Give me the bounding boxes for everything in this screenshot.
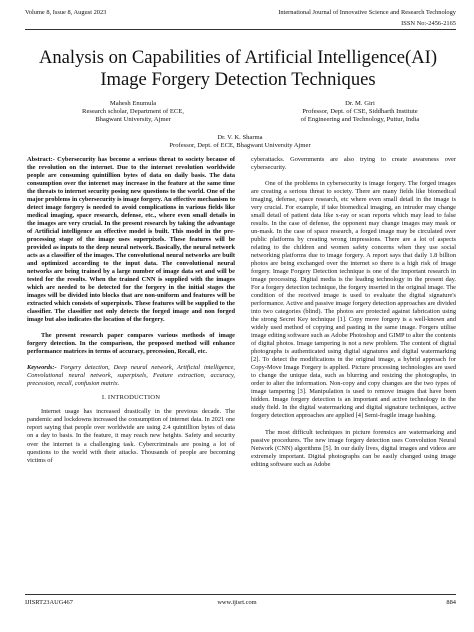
author-affiliation: Bhagwant University, Ajmer (95, 116, 171, 124)
journal-website-link[interactable]: www.ijisrt.com (217, 599, 257, 606)
issn-number: ISSN No:-2456-2165 (401, 20, 456, 27)
keywords-text: Forgery detection, Deep neural network, Artificial intelligence, Convolutional neural network, superpixels, Feature extraction, accuracy, precession, recall, confusion matrix. (27, 364, 236, 388)
body-paragraph: The most difficult techniques in picture forensics are watermarking and passive procedures. The new image forgery detection uses Convolution Neural Network (CNN) algorithms [5]. In our daily lives, digital images and videos are extremely important. Digital photographs can be easily changed using image editing software such as Adobe (251, 428, 456, 468)
journal-name-header: International Journal of Innovative Science and Research Technology (278, 9, 456, 16)
body-paragraph: cyberattacks. Governments are also trying to create awareness over cybersecurity. (251, 156, 456, 172)
abstract-paragraph: Abstract:- Cybersecurity has become a serious threat to society because of the revolution on the internet. Due to the internet revolution worldwide people are consuming quintillion bytes of data on daily basis. The data consumption over the internet may increase in the feature at the same time the threats to internet security posing new questions to the world. One of the major problems in cybersecurity is image forgery. An effective mechanism to detect image forgery is needed to avoid complications in various fields like medical imaging, space research, defense, etc., where even small details in the images are very crucial. In the present research by taking the advantage of Artificial intelligence an effective model is built. This model in the pre-processing stage of the image uses superpixels. These features will be provided as inputs to the deep neural network. Basically, the neural network acts as a classifier of the images. The convolutional neural networks are built and optimized according to the input data. The convolutional neural networks are being trained by a large number of image data set and will be tested for the results. When the trained CNN is supplied with the images which are needed to be detected for the forgery in the initial stages the images will be divided into blocks that are non-uniform and features will be extracted which consists of superpixels. These features will be supplied to the classifier. The classifier not only detects the forged image and non forged image but also indicates the location of the forgery. (27, 156, 235, 324)
intro-paragraph: Internet usage has increased drastically in the previous decade. The pandemic and lockdowns increased the consumption of internet data. In 2021 one report saying that people over worldwide are using 2.4 quintillion bytes of data on a day to basis. In the feature, it may reach new heights. Safety and security over the internet is a challenging task. Cybercriminals are posing a lot of questions to the world with their attacks. Thousands of people are becoming victims of (27, 408, 235, 464)
author-affiliation: of Engineering and Technology, Puttur, India (300, 116, 420, 124)
paper-title: Analysis on Capabilities of Artificial Intelligence(AI) Image Forgery Detection Techniques (38, 47, 438, 90)
author-affiliation: Research scholar, Department of ECE, (82, 108, 184, 116)
body-paragraph: One of the problems in cybersecurity is image forgery. The forged images are creating a serious threat to society. There are many fields like biomedical imaging, defense, space research, etc where even small detail in the image is very crucial. For example, if take biomedical imaging, an intruder may change small detail of patient data like x-ray or scan reports which may lead to false results. In the case of defense, the opponent may change images may mask or un-mask. In the case of space research, a forged image may be circulated over public platforms by creating wrong impressions. There are a lot of aspects relating to the children and women safety concerns when they use social networking platforms due to image forgery. A report says that daily 1.8 billion photos are being exchanged over the internet so there is a high risk of image forgery. Image Forgery Detection technique is one of the important research in image processing. Digital media is the leading technology in the present day. For a forgery detection technique, the forgery inserted in the original image. The condition of the received image is used to evaluate the digital signature's performance. Active and passive image forgery detection approaches are divided into two categories (blind). The photos are protected against fabrication using the strong Secret Key technique [1]. Copy move forgery is a well-known and widely used method of copying and pasting in the same image. Forgers utilise image editing software such as Adobe Photoshop and GIMP to alter the contents of digital photos. Image tampering is not a new problem. The content of digital photographs is authenticated using digital signatures and digital watermarking [2]. To detect the modifications in the original image, a hybrid approach for Copy-Move Image Forgery is applied. Picture processing technologies are used to change the unique data, such as blurring and resizing the photographs, in order to alter the information. Non-copy and copy changes are the two types of image tampering [3]. Manipulation is used to remove images that have been hidden. Image forgery detection is an important and active technology in the study field. In the digital watermarking and digital signature techniques, active forgery detection approaches are applied [4] Semi-fragile image hashing. (251, 180, 456, 420)
author-block-1 (58, 100, 208, 125)
header-rule (25, 29, 456, 30)
author-affiliation: Professor, Dept. of ECE, Bhagwant University Ajmer (169, 142, 311, 150)
author-name: Dr. M. Giri (345, 100, 375, 107)
footer-rule (25, 594, 456, 595)
right-column (251, 156, 456, 469)
author-block-2 (270, 100, 450, 125)
page-number: 884 (446, 599, 456, 606)
journal-volume-header: Volume 8, Issue 8, August 2023 (25, 9, 107, 16)
author-name: Mahesh Enumula (109, 100, 157, 107)
author-block-3 (150, 134, 330, 150)
keywords-paragraph (27, 364, 235, 388)
keywords-label: Keywords:- (27, 364, 57, 372)
left-column (27, 156, 235, 465)
abstract-paragraph-2: The present research paper compares various methods of image forgery detection. In the comparison, the proposed method will enhance performance matrices in terms of accuracy, precession, Recall, etc. (27, 332, 235, 356)
author-name: Dr. V. K. Sharma (217, 134, 263, 141)
section-heading-introduction: I. INTRODUCTION (101, 394, 161, 402)
author-affiliation: Professor, Dept. of CSE, Siddharth Institute (302, 108, 418, 116)
paper-id-footer: IJISRT23AUG467 (25, 599, 73, 606)
